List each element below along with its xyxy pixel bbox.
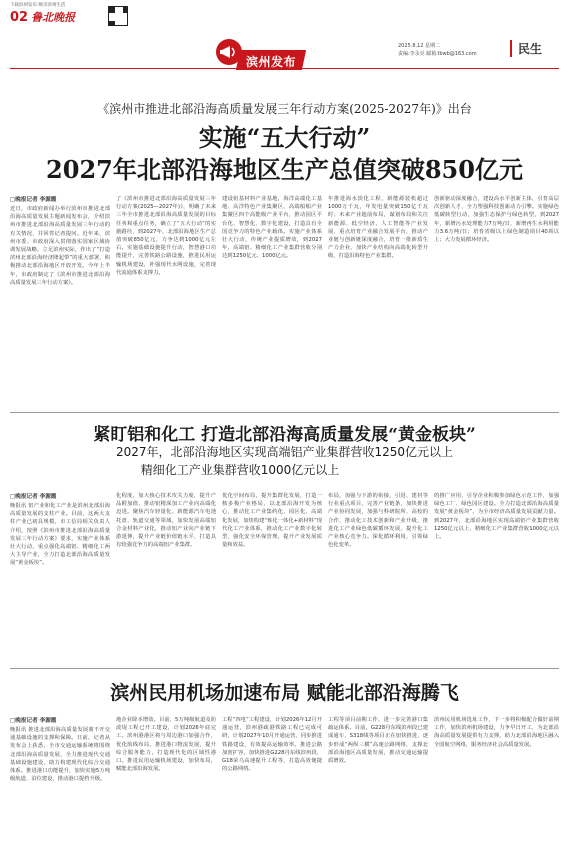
section-name: 民生 (510, 40, 542, 57)
article2-col-4: 布局，加强与下游的衔接，引进、建材等行业重点项目，完善产业链条，加快推进产业协同发展，加强与科研院所、高校的合作，推动化工技术创新和产业升级，推进化工产业绿色低碳循环发展，提升化工产业核心竞争力。深化循环利用，引领绿色化变革。 (328, 493, 428, 549)
article2-col-3: 优化空间布局，提升集群化发展，打造一核多极产业格局，以北部沿海开发为核心，推动化工产业集约化、园区化、高端化发展，加快构建“炼化一体化+新材料”现代化工产业体系，推动化工产业数字化转型，强化安全环保管理，提升产业发展质量和效益。 (222, 493, 322, 549)
article3-title: 滨州民用机场加速布局 赋能北部沿海腾飞 (110, 682, 459, 704)
page-info (398, 42, 477, 58)
article2-col-1: 晚报讯 铝产业和化工产业是滨州北部沿海高质量发展的支柱产业。目前，这两大支柱产业已初具规模，市工信局相关负责人介绍，按照《滨州市推进北部沿海高质量发展三年行动方案》要求，实施产业体系壮大行动，重点强化高端铝、精细化工两大主导产业，全力打造北部沿海高质量发展“黄金板块”。 (10, 503, 110, 567)
editor-line: 责编:李永亮 邮箱:lbwb@163.com (398, 51, 477, 57)
divider-2 (10, 668, 559, 669)
masthead-slogan: 下载滨州发布 畅享滨州生活 (10, 3, 66, 8)
article3-col-5: 滨州民用机场选址工作，下一步将积极配合做好前期工作，加快滨州机场建设，力争早日开工，为北部沿海高质量发展提供有力支撑，助力北部沿海地区融入全国航空网络，服务经济社会高质量发展。 (434, 717, 559, 748)
article1-col-3: 建设铝基材料产业基地，海洋高端化工基地、高洋特色产业集聚区，高端船舶产业集聚区四个高能级产业平台，推动园区平台化、智慧化、数字化建设，打造具有全国竞争力的特色产业载体。实施产业体系壮大行动，传统产业提质增效，到2027年，高端铝、精细化工产业集群营收分别达到1250亿元、1000亿元。 (222, 196, 322, 260)
article2-byline: □晚报记者 李源霞 (10, 494, 57, 500)
article1-col-4: 年推进海水淡化工程，新能源装机超过1000万千瓦，年发电量突破150亿千瓦时；未来产业超前布局，谋划布局和关注新能源、低空经济、人工智能等产业发展，重点培育产业融合发展平台，推动产业链与创新链深度融合，培育一批新质生产力企业，加快产业结构向高端化转型升级，打造沿海特色产业集群。 (328, 196, 428, 260)
article2-subtitle2: 精细化工产业集群营收1000亿元以上 (140, 463, 340, 477)
banner-label: 滨州发布 (246, 55, 297, 69)
article2-subtitle1: 2027年，北部沿海地区实现高端铝产业集群营收1250亿元以上 (115, 445, 454, 459)
article3-col-4: 工程等项目前期工作，进一步完善港口集疏运体系。目前，G228丹东线滨州段已建成通车，S318线等项目正在加快推进，逐步形成“两纵三横”高速公路网络，支撑北部沿海地区高质量发展，推动交通运输提质增效。 (328, 717, 428, 765)
article3-col-2: 地企业降本增效。目前，5万吨级航道及防波堤工程已开工建设，计划2026年底完工。滨州港港区将与周边港口加强合作，优化航线布局，推进港口物流发展，提升综合服务能力，打造现代化的区域性港口。推进民用运输机场建设，加快布局，赋能北部沿海发展。 (116, 717, 216, 773)
article3-byline: □晚报记者 李源霞 (10, 718, 57, 724)
article1-col-2: 了《滨州市推进北部沿海高质量发展三年行动方案(2025—2027年)》，明确了未来三年全市推进北部沿海高质量发展的目标任务和重点任务，确立了“五大行动”的实施路径，到2027年，北部沿海地区生产总值突破850亿元，力争达到1000亿元左右。实施基础设施提升行动，智慧港口功能提升，完善铁路公路设施，推进民用运输机场建设，补强现代水网设施，完善现代流通体系支撑力。 (116, 196, 216, 276)
article3-col-3: 工程“四电”工程建设，计划2026年12月开通运营，滨州港疏港铁路工程已完成可研，计划2027年10月开通运营，同步推进铁路建设，有效提高运输效率。推进公路加密扩容，加快推进G228丹东线滨州段、G18荣乌高速提升工程等，打造高效便捷的公路网络。 (222, 717, 322, 773)
article1-title1: 实施“五大行动” (198, 123, 371, 152)
article1-col-5: 创新驱动深度融合，建设高水平创新主体，引育高层次创新人才，全力塑强科技创新动力引擎。实施绿色低碳转型行动，加强生态保护与绿色转型，到2027年，新增污水处理能力7万吨/日，新增再生水利用能力3.6万吨/日；培育省级以上绿色制造项目40项以上；大力发展循环经济。 (434, 196, 559, 244)
article1-col-1: 近日，市政府新闻办举行滨州市推进北部沿海高质量发展主题新闻发布会，介绍滨州市推进北部沿海高质量发展三年行动的有关情况，并回答记者提问。近年来，滨州市委、市政府深入贯彻落实国家区域协调发展战略，立足滨州实际，作出了“打造滨州北部沿海经济隆起带”的重大部署，积极推动北部沿海地区开放开发。今年上半年，市政府制定了《滨州市推进北部沿海高质量发展三年行动方案》。 (10, 206, 110, 286)
article2-title: 紧盯铝和化工 打造北部沿海高质量发展“黄金板块” (93, 425, 476, 445)
article2-col-5: 的推广应用，引导企业积极参加绿色示范工作，加强绿色工厂、绿色园区建设。全力打造北部沿海高质量发展“黄金板块”，为全市经济高质量发展贡献力量。到2027年，北部沿海地区实现高端铝产业集群营收1250亿元以上，精细化工产业集群营收1000亿元以上。 (434, 493, 559, 541)
article3-col-1: 晚报讯 推进北部沿海高质量发展离不开交通基础设施的支撑和保障。日前，记者从发布会上获悉，全市交通运输系统将围绕北部沿海高质量发展，全力推进现代交通基础设施建设，助力构建现代化综合交通体系。推进港口功能提升，加快实施5万吨级航道、泊位建设，推动港口提档升级。 (10, 727, 110, 783)
article1-byline: □晚报记者 李源霞 (10, 197, 57, 203)
qr-code-icon (108, 6, 128, 26)
divider-1 (10, 412, 559, 413)
article2-col-2: 化程度，加大核心技术攻关力度，提升产品附加值，推动铝精深加工产业向高端化迈进。聚焦汽车轻量化、新能源汽车电池托盘、轨道交通等领域，加快发展高端铝合金材料产业化，推动铝产业向产业链下游延伸，提升产业链价值链水平，打造具有较强竞争力的高端铝产业集群。 (116, 493, 216, 549)
page-number: 02 (10, 9, 29, 25)
article1-title2: 2027年北部沿海地区生产总值突破850亿元 (46, 155, 523, 184)
article1-kicker: 《滨州市推进北部沿海高质量发展三年行动方案(2025-2027年)》出台 (97, 102, 472, 116)
paper-name: 鲁北晚报 (31, 11, 76, 24)
date-line: 2025.8.12 星期二 (398, 43, 441, 49)
masthead-logo (10, 9, 75, 25)
